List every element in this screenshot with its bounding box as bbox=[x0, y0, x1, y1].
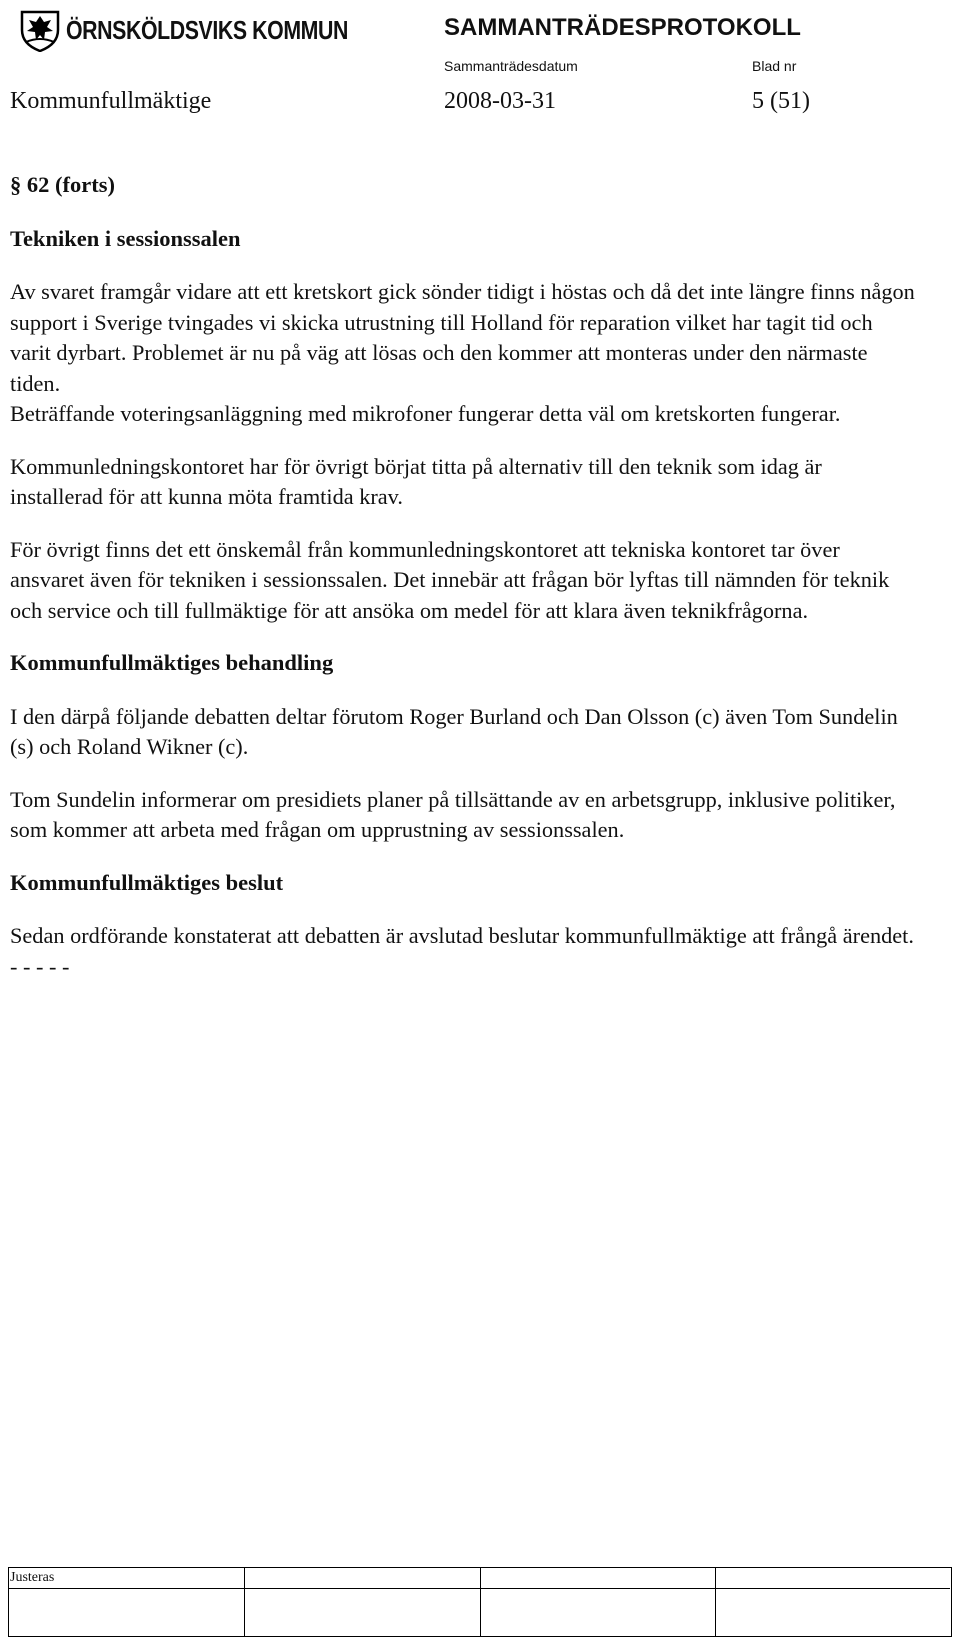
body-paragraph: Beträffande voteringsanläggning med mikrofoner fungerar detta väl om kretskorten fungerar. bbox=[10, 401, 841, 426]
body-paragraph: Tom Sundelin informerar om presidiets planer på tillsättande av en arbetsgrupp, inklusive politiker, som kommer att arbeta med frågan om upprustning av sessionssalen. bbox=[10, 786, 896, 842]
meeting-body: Kommunfullmäktige bbox=[10, 88, 212, 114]
meeting-date-label: Sammanträdesdatum bbox=[444, 58, 578, 74]
justeras-label: Justeras bbox=[10, 1570, 55, 1585]
municipal-coat-of-arms-icon bbox=[18, 8, 62, 52]
end-marker: - - - - - bbox=[10, 953, 70, 979]
body-paragraph: I den därpå följande debatten deltar förutom Roger Burland och Dan Olsson (c) även Tom Sundelin (s) och Roland Wikner (c). bbox=[10, 703, 898, 759]
meeting-date: 2008-03-31 bbox=[444, 88, 556, 114]
section-heading: Tekniken i sessionssalen bbox=[10, 225, 241, 251]
section-number: § 62 (forts) bbox=[10, 172, 115, 197]
page-number: 5 (51) bbox=[752, 88, 810, 114]
signature-cell bbox=[716, 1568, 951, 1636]
decision-text: Sedan ordförande konstaterat att debatten är avslutad beslutar kommunfullmäktige att frångå ärendet. bbox=[10, 923, 914, 948]
signature-cell bbox=[481, 1568, 717, 1636]
decision-heading: Kommunfullmäktiges beslut bbox=[10, 869, 284, 895]
document-type: SAMMANTRÄDESPROTOKOLL bbox=[444, 14, 801, 41]
treatment-heading: Kommunfullmäktiges behandling bbox=[10, 650, 334, 675]
footer-divider bbox=[8, 1588, 950, 1589]
page-number-label: Blad nr bbox=[752, 58, 797, 74]
document-body bbox=[10, 170, 915, 1004]
body-paragraph: För övrigt finns det ett önskemål från kommunledningskontoret att tekniska kontoret tar över ansvaret även för tekniken i sessionssalen. Det innebär att frågan bör lyftas till nämnden för teknik och service och till fullmäktige för att ansöka om medel för att klara även teknikfrågorna. bbox=[10, 536, 890, 623]
organization-name: ÖRNSKÖLDSVIKS KOMMUN bbox=[66, 14, 349, 45]
signature-table bbox=[8, 1567, 952, 1637]
body-paragraph: Kommunledningskontoret har för övrigt börjat titta på alternativ till den teknik som idag är installerad för att kunna möta framtida krav. bbox=[10, 453, 822, 509]
signature-cell bbox=[245, 1568, 481, 1636]
body-paragraph: Av svaret framgår vidare att ett kretskort gick sönder tidigt i höstas och då det inte längre finns någon support i Sverige tvingades vi skicka utrustning till Holland för reparation vilket har tagit tid och varit dyrbart. Problemet är nu på väg att lösas och den kommer att monteras under den närmaste tiden. bbox=[10, 279, 915, 396]
header-logo bbox=[18, 8, 410, 52]
